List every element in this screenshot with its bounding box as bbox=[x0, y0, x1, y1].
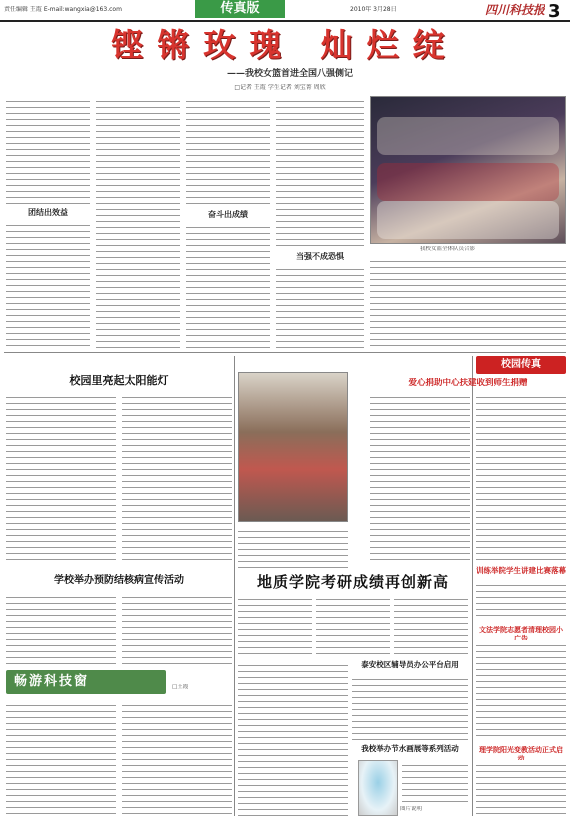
lead-section-title-3: 当强不成恐惧 bbox=[296, 252, 344, 261]
story-solar-body-2 bbox=[122, 392, 232, 564]
story-title-solar-lamps: 校园里亮起太阳能灯 bbox=[69, 374, 169, 387]
story-tb-body bbox=[6, 592, 116, 664]
story-solar-body bbox=[6, 392, 116, 564]
fan-painting-photo bbox=[358, 760, 398, 816]
page-number: 3 bbox=[548, 1, 561, 22]
story-title-grad-exam: 地质学院考研成绩再创新高 bbox=[256, 573, 449, 591]
feature-body-1 bbox=[6, 700, 116, 816]
science-teaching-body bbox=[476, 760, 566, 816]
fan-photo-caption: 图片说明 bbox=[400, 806, 423, 812]
lead-subheading: ——我校女篮首进全国八强侧记 bbox=[226, 69, 353, 79]
lead-col-1 bbox=[6, 96, 90, 204]
counselor-body bbox=[352, 674, 468, 740]
lead-section-title-1: 团结出效益 bbox=[28, 208, 68, 217]
story-title-science-teaching: 理学院阳光变教活动正式启 bbox=[479, 746, 563, 754]
water-exhibit-body bbox=[402, 760, 468, 804]
page-meta: 责任编辑 王霞 E-mail:wangxia@163.com bbox=[4, 6, 122, 13]
issue-date: 2010年 3月28日 bbox=[350, 6, 397, 13]
story-tb-body-2 bbox=[122, 592, 232, 664]
speech-contest-body bbox=[476, 580, 566, 620]
story-title-counselor-platform: 泰安校区辅导员办公平台启用 bbox=[361, 660, 459, 669]
lead-headline: 铿锵玫瑰 灿烂绽 bbox=[111, 26, 459, 64]
story-title-volunteers: 文法学院志愿者清理校园小 bbox=[479, 626, 563, 634]
center-story-upper bbox=[238, 526, 348, 568]
campus-event-photo bbox=[238, 372, 348, 522]
story-title-donations: 爱心捐助中心扶建收到师生捐赠 bbox=[408, 378, 528, 388]
grad-exam-body-2 bbox=[316, 594, 390, 656]
newspaper-logo: 四川科技报 bbox=[485, 3, 546, 17]
story-title-water-exhibit: 我校举办节水画展等系列活动 bbox=[361, 744, 459, 753]
story-title-speech-contest: 训练举院学生讲建比赛落幕 bbox=[476, 566, 566, 575]
grad-exam-body-1 bbox=[238, 594, 312, 656]
lead-byline: □记者 王霞 学生记者 刘宝菁 周欣 bbox=[234, 84, 326, 91]
edition-banner: 传真版 bbox=[195, 0, 285, 18]
center-left-col bbox=[238, 660, 348, 816]
lead-col-3b bbox=[186, 222, 270, 348]
lead-col-4b bbox=[276, 264, 364, 348]
lead-col-5 bbox=[370, 256, 566, 348]
volunteers-body bbox=[476, 640, 566, 740]
feature-byline: □王霞 bbox=[172, 684, 189, 690]
donations-body bbox=[476, 392, 566, 560]
team-photo bbox=[370, 96, 566, 244]
lead-col-2 bbox=[96, 96, 180, 348]
feature-band: 畅游科技窗 bbox=[6, 670, 166, 694]
grad-exam-body-3 bbox=[394, 594, 468, 656]
feature-body-2 bbox=[122, 700, 232, 816]
campus-news-band: 校园传真 bbox=[476, 356, 566, 374]
lead-col-1b bbox=[6, 220, 90, 348]
lead-section-title-2: 奋斗出成绩 bbox=[208, 210, 248, 219]
lead-col-3 bbox=[186, 96, 270, 206]
lead-col-4 bbox=[276, 96, 364, 246]
donations-body-left bbox=[370, 392, 470, 560]
team-photo-caption: 我校女篮全体队员合影 bbox=[420, 246, 476, 252]
story-title-tb-campaign: 学校举办预防结核病宣传活动 bbox=[54, 575, 184, 586]
